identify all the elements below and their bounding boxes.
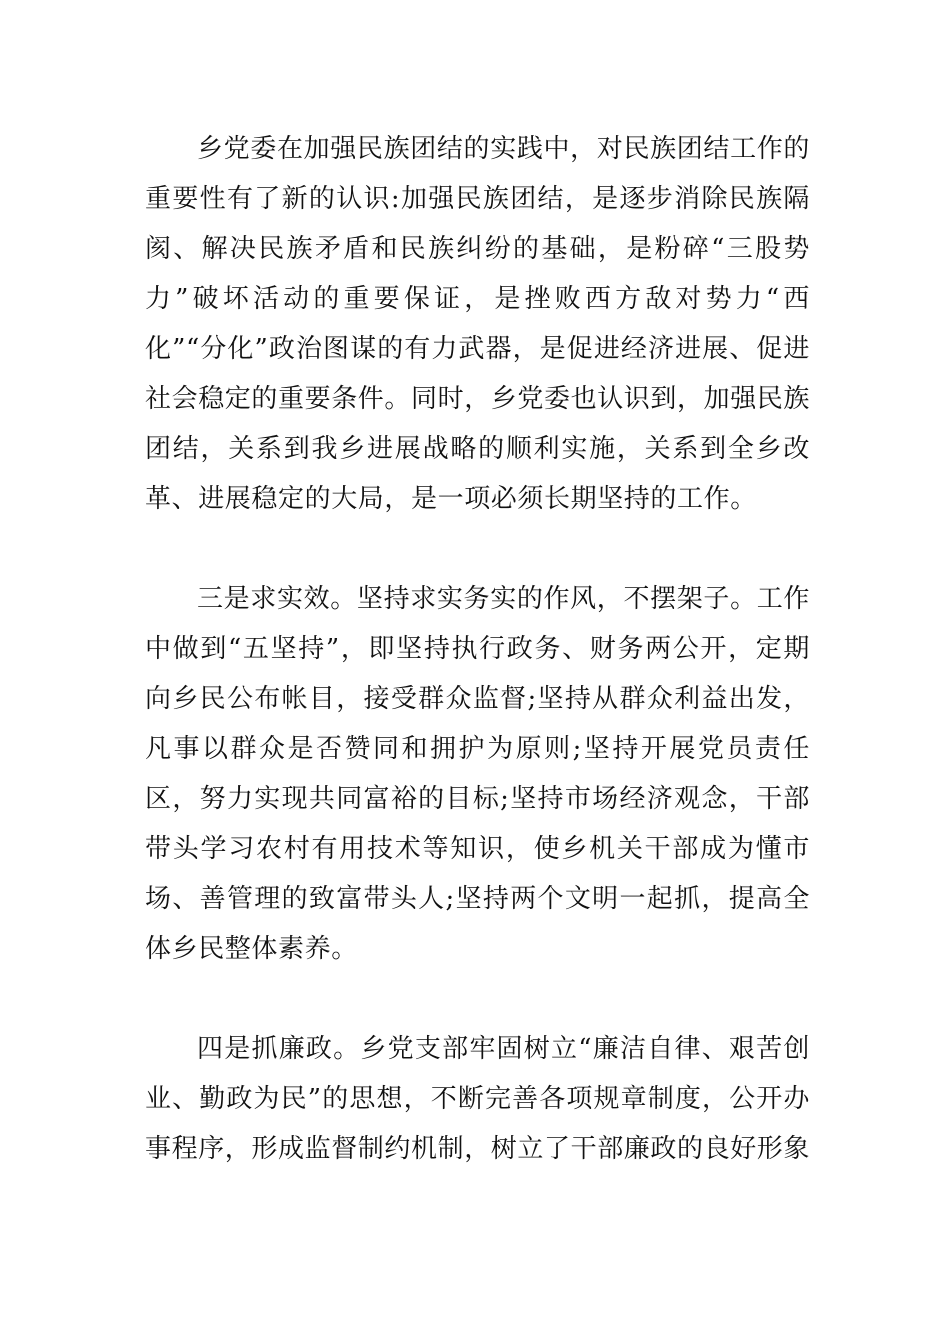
paragraph-ethnic-unity: 乡党委在加强民族团结的实践中，对民族团结工作的重要性有了新的认识:加强民族团结，是逐步消除民族隔阂、解决民族矛盾和民族纠纷的基础，是粉碎“三股势力”破坏活动的重要保证，是挫败西方敌对势力“西化”“分化”政治图谋的有力武器，是促进经济进展、促进社会稳定的重要条件。同时，乡党委也认识到，加强民族团结，关系到我乡进展战略的顺利实施，关系到全乡改革、进展稳定的大局，是一项必须长期坚持的工作。 — [145, 134, 811, 514]
paragraph-practical-results: 三是求实效。坚持求实务实的作风，不摆架子。工作中做到“五坚持”，即坚持执行政务、财务两公开，定期向乡民公布帐目，接受群众监督;坚持从群众利益出发，凡事以群众是否赞同和拥护为原则;坚持开展党员责任区，努力实现共同富裕的目标;坚持市场经济观念，干部带头学习农村有用技术等知识，使乡机关干部成为懂市场、善管理的致富带头人;坚持两个文明一起抓，提高全体乡民整体素养。 — [145, 584, 810, 964]
paragraph-clean-governance: 四是抓廉政。乡党支部牢固树立“廉洁自律、艰苦创业、勤政为民”的思想，不断完善各项规章制度，公开办事程序，形成监督制约机制，树立了干部廉政的良好形象 — [145, 1034, 811, 1164]
document-body — [145, 124, 810, 1174]
